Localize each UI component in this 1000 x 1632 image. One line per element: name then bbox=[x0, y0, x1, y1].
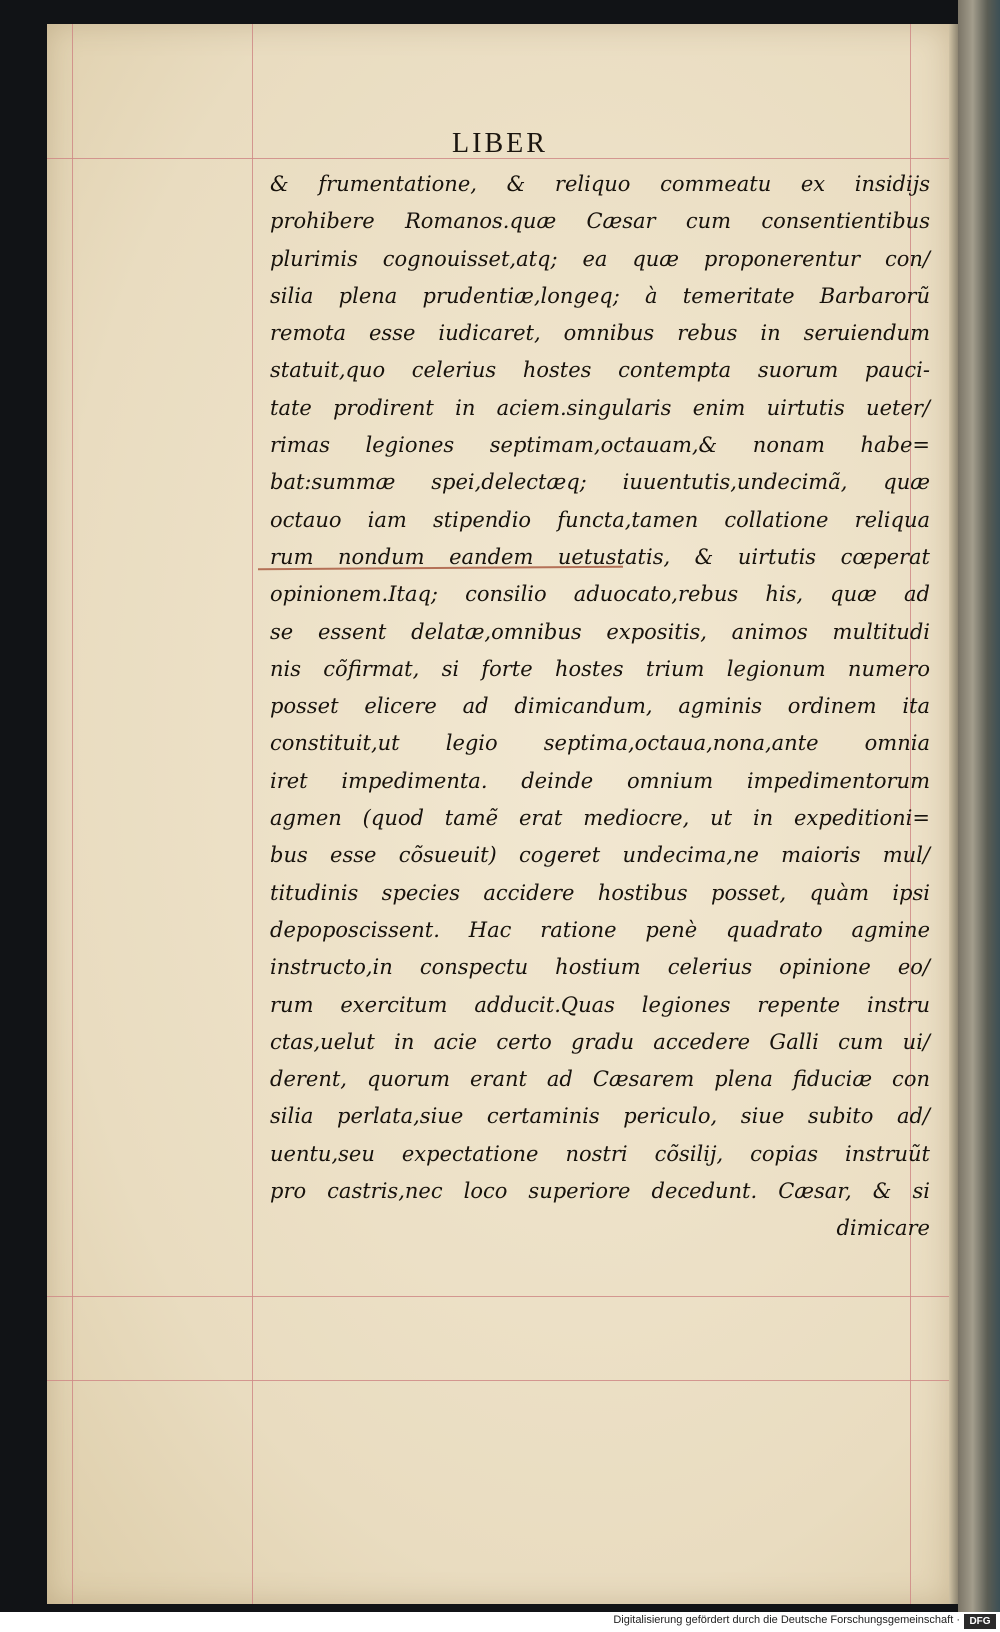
text-line: silia perlata,siue certaminis periculo, siue subito ad/ bbox=[270, 1104, 930, 1129]
book-spine bbox=[958, 0, 1000, 1620]
text-line: ctas,uelut in acie certo gradu accedere Galli cum ui/ bbox=[270, 1029, 930, 1054]
text-line: posset elicere ad dimicandum, agminis ordinem ita bbox=[270, 694, 930, 719]
text-line: rum nondum eandem uetustatis, & uirtutis cœperat bbox=[270, 544, 930, 569]
text-line: nis cõfirmat, si forte hostes trium legionum numero bbox=[270, 656, 930, 681]
text-line: se essent delatæ,omnibus expositis, animos multitudi bbox=[270, 619, 930, 644]
text-line: iret impedimenta. deinde omnium impedimentorum bbox=[270, 768, 930, 793]
footer-credit: Digitalisierung gefördert durch die Deutsche Forschungsgemeinschaft · bbox=[613, 1614, 960, 1626]
text-line: uentu,seu expectatione nostri cõsilij, copias instruũt bbox=[270, 1141, 930, 1166]
text-line: plurimis cognouisset,atq; ea quæ proponerentur con/ bbox=[270, 246, 930, 271]
text-line: prohibere Romanos.quæ Cæsar cum consentientibus bbox=[270, 209, 930, 234]
text-line: silia plena prudentiæ,longeq; à temeritate Barbarorũ bbox=[270, 283, 930, 308]
text-line: rimas legiones septimam,octauam,& nonam habe= bbox=[270, 433, 930, 458]
ruling-line-lower bbox=[47, 1380, 949, 1381]
text-line: octauo iam stipendio functa,tamen collatione reliqua bbox=[270, 507, 930, 532]
text-line: pro castris,nec loco superiore decedunt. Cæsar, & si bbox=[270, 1179, 930, 1204]
ruling-line-bottom bbox=[47, 1296, 949, 1297]
text-line: constituit,ut legio septima,octaua,nona,ante omnia bbox=[270, 731, 930, 756]
text-line: agmen (quod tamẽ erat mediocre, ut in expeditioni= bbox=[270, 806, 930, 831]
ruling-line-left-outer bbox=[72, 24, 73, 1604]
text-line: statuit,quo celerius hostes contempta suorum pauci- bbox=[270, 358, 930, 383]
text-line: rum exercitum adducit.Quas legiones repente instru bbox=[270, 992, 930, 1017]
catchword: dimicare bbox=[836, 1216, 930, 1241]
digitization-footer bbox=[0, 1612, 1000, 1632]
text-line: remota esse iudicaret, omnibus rebus in seruiendum bbox=[270, 321, 930, 346]
text-line: bat:summæ spei,delectæq; iuuentutis,undecimã, quæ bbox=[270, 470, 930, 495]
running-head: LIBER bbox=[452, 128, 548, 159]
ruling-line-left-inner bbox=[252, 24, 253, 1604]
text-line: depoposcissent. Hac ratione penè quadrato agmine bbox=[270, 917, 930, 942]
page-edge bbox=[949, 24, 958, 1604]
text-line: bus esse cõsueuit) cogeret undecima,ne maioris mul/ bbox=[270, 843, 930, 868]
text-line: instructo,in conspectu hostium celerius opinione eo/ bbox=[270, 955, 930, 980]
text-line: derent, quorum erant ad Cæsarem plena fiduciæ con bbox=[270, 1067, 930, 1092]
text-block bbox=[270, 166, 930, 1248]
dfg-logo-icon: DFG bbox=[964, 1614, 996, 1629]
text-line: & frumentatione, & reliquo commeatu ex insidijs bbox=[270, 172, 930, 196]
text-line: tate prodirent in aciem.singularis enim uirtutis ueter/ bbox=[270, 395, 930, 420]
text-line: opinionem.Itaq; consilio aduocato,rebus his, quæ ad bbox=[270, 582, 930, 607]
text-line: titudinis species accidere hostibus posset, quàm ipsi bbox=[270, 880, 930, 905]
